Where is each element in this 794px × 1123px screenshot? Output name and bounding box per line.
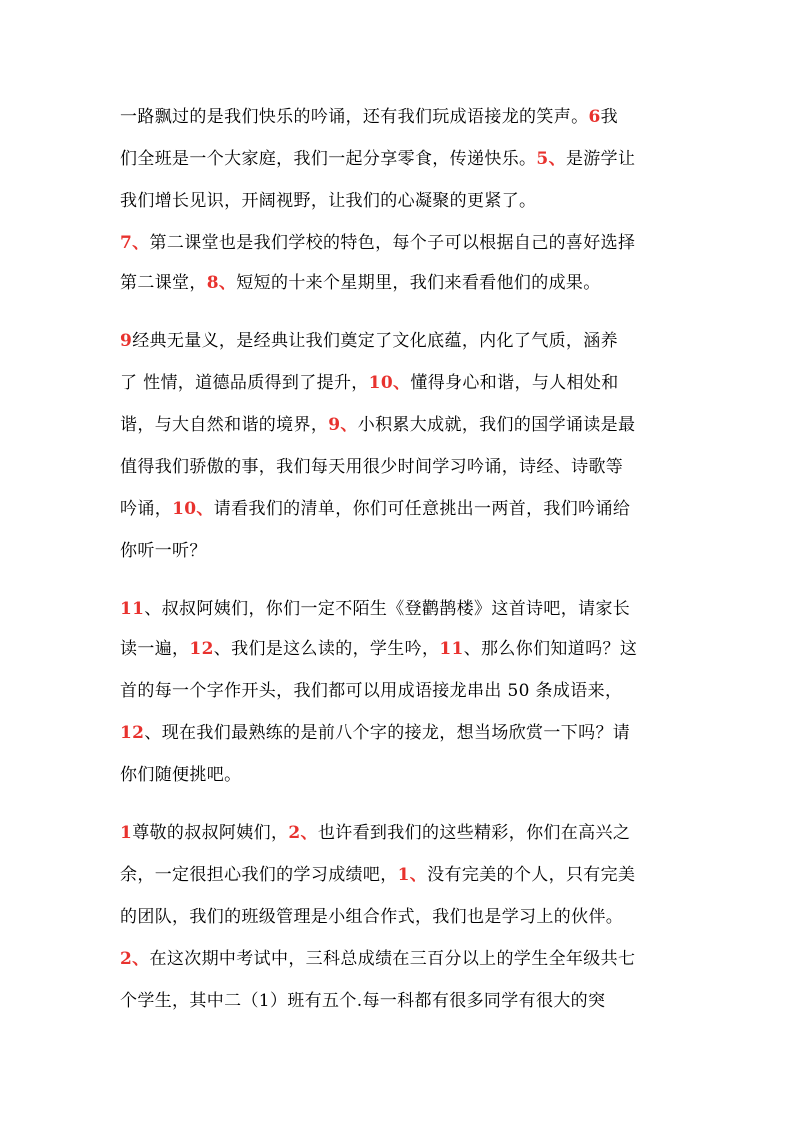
- text-segment: 第二课堂，: [120, 273, 207, 293]
- text-segment: 请看我们的清单，你们可任意挑出一两首，我们吟诵给: [213, 499, 631, 519]
- item-number: 10、: [368, 373, 411, 393]
- text-segment: 了 性情，道德品质得到了提升，: [120, 373, 369, 393]
- text-segment: 谐，与大自然和谐的境界，: [120, 415, 329, 435]
- text-segment: 们全班是一个大家庭，我们一起分享零食，传递快乐。: [120, 149, 537, 169]
- text-segment: 在这次期中考试中，三科总成绩在三百分以上的学生全年级共七: [149, 949, 636, 969]
- item-number: 5、: [536, 149, 566, 169]
- text-segment: 也许看到我们的这些精彩，你们在高兴之: [317, 823, 631, 843]
- item-number: 6: [588, 107, 601, 127]
- item-number: 2、: [288, 823, 318, 843]
- text-line: [120, 107, 680, 127]
- text-line: [120, 541, 680, 561]
- text-line: [120, 373, 680, 393]
- text-segment: 你听一听？: [120, 541, 207, 561]
- text-segment: 你们随便挑吧。: [120, 765, 242, 785]
- item-number: 1、: [397, 865, 428, 885]
- text-line: [120, 681, 680, 701]
- text-line: [120, 907, 680, 927]
- text-line: [120, 949, 680, 969]
- text-line: [120, 331, 680, 351]
- text-segment: 值得我们骄傲的事，我们每天用很少时间学习吟诵，诗经、诗歌等: [120, 457, 624, 477]
- text-segment: 小积累大成就，我们的国学诵读是最: [357, 415, 636, 435]
- text-line: [120, 499, 680, 519]
- text-line: [120, 823, 680, 843]
- text-line: [120, 765, 680, 785]
- text-segment: 、叔叔阿姨们，你们一定不陌生《登鹳鹊楼》这首诗吧，请家长: [144, 599, 631, 619]
- text-line: [120, 457, 680, 477]
- text-line: [120, 191, 680, 211]
- text-line: [120, 415, 680, 435]
- text-line: [120, 149, 680, 169]
- text-line: [120, 599, 680, 619]
- item-number: 12: [120, 723, 145, 743]
- item-number: 11: [120, 599, 145, 619]
- text-segment: 是游学让: [565, 149, 636, 169]
- text-line: [120, 639, 680, 659]
- text-segment: 一路飘过的是我们快乐的吟诵，还有我们玩成语接龙的笑声。: [120, 107, 589, 127]
- text-segment: 没有完美的个人，只有完美: [427, 865, 636, 885]
- text-segment: 余，一定很担心我们的学习成绩吧，: [120, 865, 398, 885]
- item-number: 7、: [120, 233, 150, 253]
- text-segment: 、现在我们最熟练的是前八个字的接龙，想当场欣赏一下吗？请: [144, 723, 631, 743]
- text-segment: 我们增长见识，开阔视野，让我们的心凝聚的更紧了。: [120, 191, 537, 211]
- item-number: 9、: [328, 415, 358, 435]
- text-segment: 读一遍，: [120, 639, 190, 659]
- text-segment: 第二课堂也是我们学校的特色，每个子可以根据自己的喜好选择: [149, 233, 636, 253]
- item-number: 11: [439, 639, 464, 659]
- item-number: 1: [120, 823, 133, 843]
- item-number: 8、: [206, 273, 237, 293]
- item-number: 12: [189, 639, 214, 659]
- item-number: 2、: [120, 949, 150, 969]
- text-line: [120, 273, 680, 293]
- text-segment: 经典无量义，是经典让我们奠定了文化底蕴，内化了气质，涵养: [132, 331, 618, 351]
- text-segment: 首的每一个字作开头，我们都可以用成语接龙串出 50 条成语来，: [120, 681, 623, 701]
- text-segment: 懂得身心和谐，与人相处和: [410, 373, 619, 393]
- item-number: 9: [120, 331, 133, 351]
- text-segment: 个学生，其中二（1）班有五个.每一科都有很多同学有很大的突: [120, 991, 606, 1011]
- text-line: [120, 865, 680, 885]
- text-segment: 、我们是这么读的，学生吟，: [213, 639, 440, 659]
- text-segment: 吟诵，: [120, 499, 173, 519]
- text-segment: 的团队，我们的班级管理是小组合作式，我们也是学习上的伙伴。: [120, 907, 624, 927]
- text-line: [120, 991, 680, 1011]
- text-segment: 尊敬的叔叔阿姨们，: [132, 823, 289, 843]
- item-number: 10、: [172, 499, 214, 519]
- text-line: [120, 233, 680, 253]
- text-line: [120, 723, 680, 743]
- text-segment: 、那么你们知道吗？这: [463, 639, 638, 659]
- text-segment: 我: [600, 107, 618, 127]
- text-segment: 短短的十来个星期里，我们来看看他们的成果。: [236, 273, 601, 293]
